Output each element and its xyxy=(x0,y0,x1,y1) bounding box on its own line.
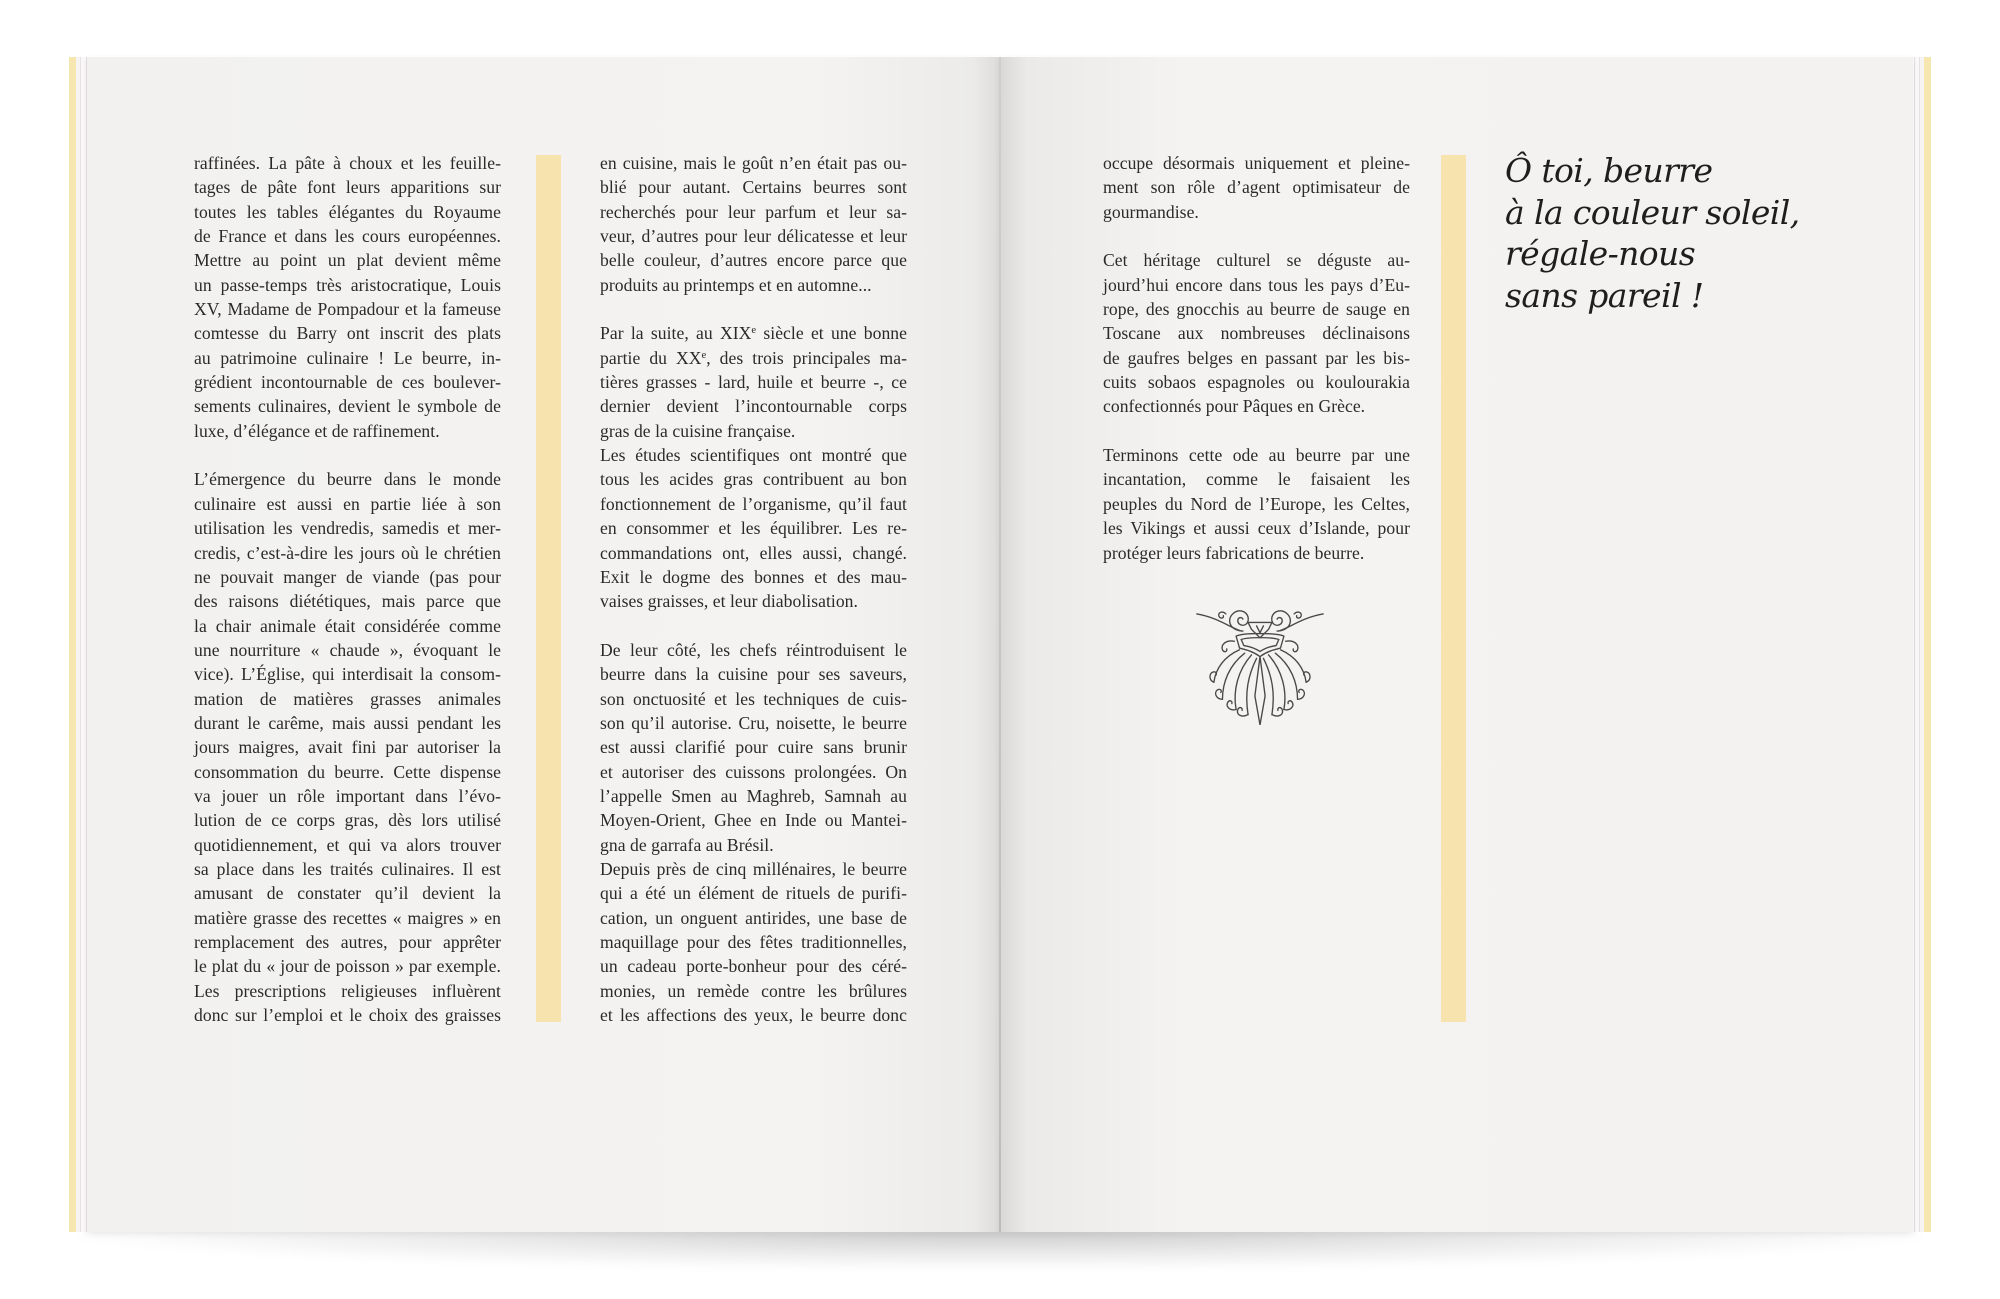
text-line: produits au printemps et en automne... xyxy=(600,274,872,295)
text-line: confectionnés pour Pâques en Grèce. xyxy=(1103,396,1366,417)
paragraph-gap xyxy=(600,297,907,321)
text-line: gras de la cuisine française. xyxy=(600,420,796,441)
book-spine xyxy=(999,57,1001,1232)
text-line: des raisons diététiques, mais parce que xyxy=(194,591,501,612)
right-page-column-1 xyxy=(1103,151,1410,565)
text-line: matière grasse des recettes « maigres » en xyxy=(194,907,501,928)
text-line: durant le carême, mais aussi pendant les xyxy=(194,712,501,733)
superscript: e xyxy=(701,349,707,361)
page-edge-right-gold xyxy=(1924,57,1931,1232)
text-line: consommation du beurre. Cette dispense xyxy=(194,761,501,782)
paragraph xyxy=(194,467,501,1027)
text-line: qui a été un élément de rituels de purifi- xyxy=(600,883,907,904)
text-line: fonctionnement de l’organisme, qu’il faut xyxy=(600,493,907,514)
paragraph xyxy=(600,151,907,297)
text-line: grédient incontournable de ces boulever- xyxy=(194,372,501,393)
paragraph xyxy=(1103,151,1410,224)
text-line xyxy=(600,346,907,370)
text-line: cuits sobaos espagnoles ou koulourakia xyxy=(1103,372,1410,393)
text-line: monies, un remède contre les brûlures xyxy=(600,980,907,1001)
text-line: gourmandise. xyxy=(1103,201,1199,222)
text-line: Terminons cette ode au beurre par une xyxy=(1103,445,1410,466)
text-line: tières grasses - lard, huile et beurre -, ce xyxy=(600,372,907,393)
paragraph xyxy=(600,638,907,857)
text-line: beurre dans la cuisine pour ses saveurs, xyxy=(600,664,907,685)
accent-bar-right xyxy=(1441,155,1466,1022)
text-line: Les prescriptions religieuses influèrent xyxy=(194,980,501,1001)
text-line: ment son rôle d’agent optimisateur de xyxy=(1103,177,1410,198)
text-line: L’émergence du beurre dans le monde xyxy=(194,469,501,490)
text-line: l’appelle Smen au Maghreb, Samnah au xyxy=(600,785,907,806)
text-line: tages de pâte font leurs apparitions sur xyxy=(194,177,501,198)
text-line: Moyen-Orient, Ghee en Inde ou Mantei- xyxy=(600,810,907,831)
text-line: occupe désormais uniquement et pleine- xyxy=(1103,153,1410,173)
poem-quote xyxy=(1505,150,1800,316)
text-line: cation, un onguent antirides, une base de xyxy=(600,907,907,928)
text-line: jourd’hui encore dans tous les pays d’Eu- xyxy=(1103,274,1410,295)
text-line: sements culinaires, devient le symbole de xyxy=(194,396,501,417)
text-line: De leur côté, les chefs réintroduisent le xyxy=(600,639,907,660)
text-line: les Vikings et aussi ceux d’Islande, pour xyxy=(1103,518,1410,539)
text-line: maquillage pour des fêtes traditionnelles, xyxy=(600,932,907,952)
text-line: en consommer et les équilibrer. Les re- xyxy=(600,518,907,539)
text-line: vice). L’Église, qui interdisait la consom- xyxy=(194,664,501,685)
palmette-ornament-icon xyxy=(1190,602,1330,730)
text-line: mation de matières grasses animales xyxy=(194,688,501,709)
paragraph-gap xyxy=(194,443,501,467)
text-line: raffinées. La pâte à choux et les feuille- xyxy=(194,153,501,173)
text-line: belle couleur, d’autres encore parce que xyxy=(600,250,907,271)
paragraph xyxy=(1103,443,1410,565)
text-line: Toscane aux nombreuses déclinaisons xyxy=(1103,323,1410,344)
text-line: credis, c’est-à-dire les jours où le chrétien xyxy=(194,542,501,563)
poem-line: régale-nous xyxy=(1505,234,1696,273)
text-line: le plat du « jour de poisson » par exemple. xyxy=(194,956,501,977)
text-line: de France et dans les cours européennes. xyxy=(194,226,501,247)
text-line xyxy=(600,321,907,345)
text-line: jours maigres, avait fini par autoriser la xyxy=(194,737,501,758)
left-page-column-2 xyxy=(600,151,907,1027)
text-line: dernier devient l’incontournable corps xyxy=(600,396,907,417)
text-line: un cadeau porte-bonheur pour des céré- xyxy=(600,956,907,977)
text-line: de gaufres belges en passant par les bis- xyxy=(1103,347,1410,368)
text-line: son onctuosité et les techniques de cuis- xyxy=(600,688,907,709)
text-line: blié pour autant. Certains beurres sont xyxy=(600,177,907,198)
paragraph-gap xyxy=(1103,419,1410,443)
poem-line: Ô toi, beurre xyxy=(1505,151,1713,190)
text-line: vaises graisses, et leur diabolisation. xyxy=(600,591,858,612)
text-line: protéger leurs fabrications de beurre. xyxy=(1103,542,1365,563)
text-line: tous les acides gras contribuent au bon xyxy=(600,469,907,490)
text-line: remplacement des autres, pour apprêter xyxy=(194,932,501,952)
text-line: et les affections des yeux, le beurre donc xyxy=(600,1005,907,1026)
paragraph-gap xyxy=(600,614,907,638)
text-line: sa place dans les traités culinaires. Il est xyxy=(194,858,501,879)
superscript: e xyxy=(751,325,757,337)
text-line: un passe-temps très aristocratique, Louis xyxy=(194,274,501,295)
text-line: une nourriture « chaude », évoquant le xyxy=(194,639,501,660)
page-edge-left-gold xyxy=(69,57,76,1232)
paragraph xyxy=(1103,248,1410,418)
text-line: XV, Madame de Pompadour et la fameuse xyxy=(194,299,501,320)
text-line: en cuisine, mais le goût n’en était pas ou- xyxy=(600,153,907,173)
text-line: donc sur l’emploi et le choix des graisses xyxy=(194,1005,501,1026)
text-line: ne pouvait manger de viande (pas pour xyxy=(194,566,501,587)
text-fragment: , des trois principales ma- xyxy=(706,347,907,368)
text-line: quotidiennement, et qui va alors trouver xyxy=(194,834,501,855)
text-line: veur, d’autres pour leur délicatesse et leur xyxy=(600,226,907,247)
paragraph xyxy=(600,321,907,443)
text-line: rope, des gnocchis au beurre de sauge en xyxy=(1103,299,1410,320)
text-line: toutes les tables élégantes du Royaume xyxy=(194,201,501,222)
paragraph-gap xyxy=(1103,224,1410,248)
text-line: va jouer un rôle important dans l’évo- xyxy=(194,785,501,806)
text-line: et autoriser des cuissons prolongées. On xyxy=(600,761,907,782)
poem-line: sans pareil ! xyxy=(1505,275,1704,315)
text-line: Exit le dogme des bonnes et des mau- xyxy=(600,566,907,587)
text-line: amusant de constater qu’il devient la xyxy=(194,883,501,904)
poem-line: à la couleur soleil, xyxy=(1505,192,1800,232)
text-line: incantation, comme le faisaient les xyxy=(1103,469,1410,490)
text-line: est aussi clarifié pour cuire sans brunir xyxy=(600,737,907,758)
text-line: Cet héritage culturel se déguste au- xyxy=(1103,250,1410,271)
accent-bar-left xyxy=(536,155,561,1022)
text-line: culinaire est aussi en partie liée à son xyxy=(194,493,501,514)
text-line: son qu’il autorise. Cru, noisette, le beurre xyxy=(600,712,907,733)
text-line: Depuis près de cinq millénaires, le beurre xyxy=(600,858,907,879)
text-line: luxe, d’élégance et de raffinement. xyxy=(194,420,440,441)
paragraph xyxy=(600,857,907,1027)
paragraph xyxy=(600,443,907,613)
text-line: commandations ont, elles aussi, changé. xyxy=(600,542,907,563)
paragraph xyxy=(194,151,501,443)
text-line: Mettre au point un plat devient même xyxy=(194,250,501,271)
text-line: comtesse du Barry ont inscrit des plats xyxy=(194,323,501,344)
text-line: au patrimoine culinaire ! Le beurre, in- xyxy=(194,347,501,368)
text-fragment: partie du XX xyxy=(600,347,702,368)
text-line: la chair animale était considérée comme xyxy=(194,615,501,636)
text-line: lution de ce corps gras, dès lors utilisé xyxy=(194,810,501,831)
text-line: recherchés pour leur parfum et leur sa- xyxy=(600,201,907,222)
text-line: Les études scientifiques ont montré que xyxy=(600,445,907,466)
text-line: utilisation les vendredis, samedis et mer- xyxy=(194,518,501,539)
text-fragment: Par la suite, au XIX xyxy=(600,323,752,344)
text-line: gna de garrafa au Brésil. xyxy=(600,834,774,855)
text-fragment: siècle et une bonne xyxy=(756,323,907,344)
book-shadow xyxy=(80,1228,1920,1268)
text-line: peuples du Nord de l’Europe, les Celtes, xyxy=(1103,493,1410,514)
left-page-column-1 xyxy=(194,151,501,1027)
